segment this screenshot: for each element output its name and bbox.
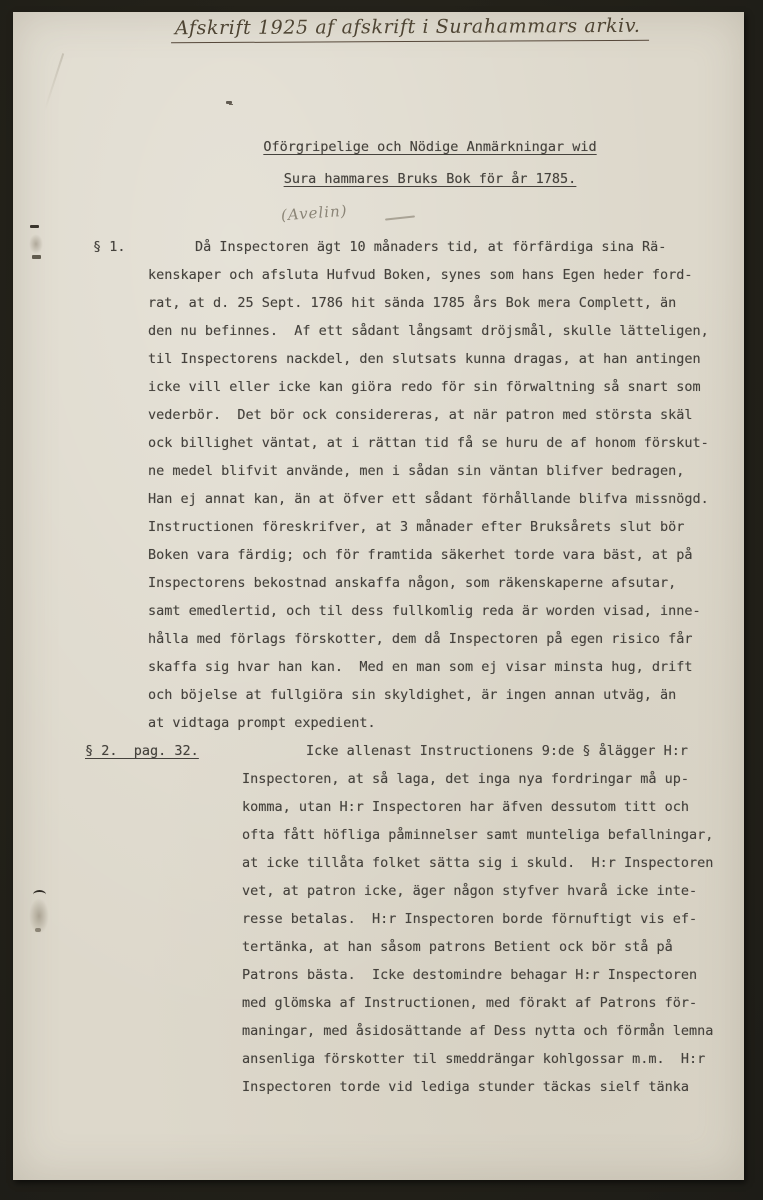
text-line: at vidtaga prompt expedient. (148, 715, 376, 731)
text-line: til Inspectorens nackdel, den slutsats kunna dragas, at han antingen (148, 351, 701, 367)
text-line: Instructionen föreskrifver, at 3 månader efter Bruksårets slut bör (148, 519, 685, 535)
text-line: ne medel blifvit använde, men i sådan sin väntan blifver bedragen, (148, 463, 685, 479)
text-line: samt emedlertid, och til dess fullkomlig reda är worden visad, inne- (148, 603, 701, 619)
margin-smudge-dot (35, 928, 41, 932)
text-line: vet, at patron icke, äger någon styfver hvarå icke inte- (242, 883, 698, 899)
pencil-annotation-avelin: (Avelin) (280, 201, 349, 225)
handwritten-archive-note: Afskrift 1925 af afskrift i Surahammars arkiv. (171, 15, 649, 43)
pencil-dash-mark (385, 215, 415, 220)
text-line: Inspectoren, at så laga, det inga nya fordringar må up- (242, 771, 690, 787)
margin-mark (30, 225, 39, 228)
text-line: ansenliga förskotter til smeddrängar kohlgossar m.m. H:r (242, 1051, 706, 1067)
text-line: maningar, med åsidosättande af Dess nytta och förmån lemna (242, 1023, 714, 1039)
ink-speck (226, 101, 232, 104)
text-line: ock billighet väntat, at i rättan tid få se huru de af honom förskut- (148, 435, 709, 451)
text-line: Då Inspectoren ägt 10 månaders tid, at förfärdiga sina Rä- (195, 239, 667, 255)
text-line: Patrons bästa. Icke destomindre behagar H:r Inspectoren (242, 967, 698, 983)
text-line: kenskaper och afsluta Hufvud Boken, synes som hans Egen heder ford- (148, 267, 693, 283)
section-1-label: § 1. (93, 239, 126, 255)
section-1-body (148, 233, 733, 737)
text-line: vederbör. Det bör ock considereras, at när patron med största skäl (148, 407, 693, 423)
title-line-2: Sura hammares Bruks Bok för år 1785. (283, 171, 577, 187)
text-line: at icke tillåta folket sätta sig i skuld. H:r Inspectoren (242, 855, 714, 871)
text-line: icke vill eller icke kan giöra redo för sin förwaltning så snart som (148, 379, 701, 395)
text-line: och böjelse at fullgiöra sin skyldighet, är ingen annan utväg, än (148, 687, 677, 703)
section-2-label (85, 737, 199, 765)
text-line: Inspectoren torde vid lediga stunder täckas sielf tänka (242, 1079, 690, 1095)
text-line: Inspectorens bekostnad anskaffa någon, som räkenskaperne afsutar, (148, 575, 677, 591)
document-title (116, 131, 744, 195)
document-paper (13, 12, 744, 1180)
title-line-1: Oförgripelige och Nödige Anmärkningar wid (263, 139, 597, 155)
text-line: Boken vara färdig; och för framtida säkerhet torde vara bäst, at på (148, 547, 693, 563)
text-line: ofta fått höfliga påminnelser samt munteliga befallningar, (242, 827, 714, 843)
text-line: Icke allenast Instructionens 9:de § ålägger H:r (306, 743, 689, 759)
text-line: komma, utan H:r Inspectoren har äfven dessutom titt och (242, 799, 690, 815)
text-line: skaffa sig hvar han kan. Med en man som ej visar minsta hug, drift (148, 659, 693, 675)
text-line: tertänka, at han såsom patrons Betient ock bör stå på (242, 939, 673, 955)
margin-smudge (29, 234, 43, 254)
section-2-label-text: § 2. pag. 32. (85, 743, 199, 759)
text-line: med glömska af Instructionen, med förakt af Patrons för- (242, 995, 698, 1011)
paper-crease (44, 53, 64, 111)
text-line: resse betalas. H:r Inspectoren borde förnuftigt vis ef- (242, 911, 698, 927)
section-2-body (242, 737, 737, 1101)
text-line: den nu befinnes. Af ett sådant långsamt dröjsmål, skulle lätteligen, (148, 323, 709, 339)
text-line: rat, at d. 25 Sept. 1786 hit sända 1785 års Bok mera Complett, än (148, 295, 677, 311)
margin-mark (32, 255, 41, 259)
text-line: Han ej annat kan, än at öfver ett sådant förhållande blifva missnögd. (148, 491, 709, 507)
text-line: hålla med förlags förskotter, dem då Inspectoren på egen risico får (148, 631, 693, 647)
